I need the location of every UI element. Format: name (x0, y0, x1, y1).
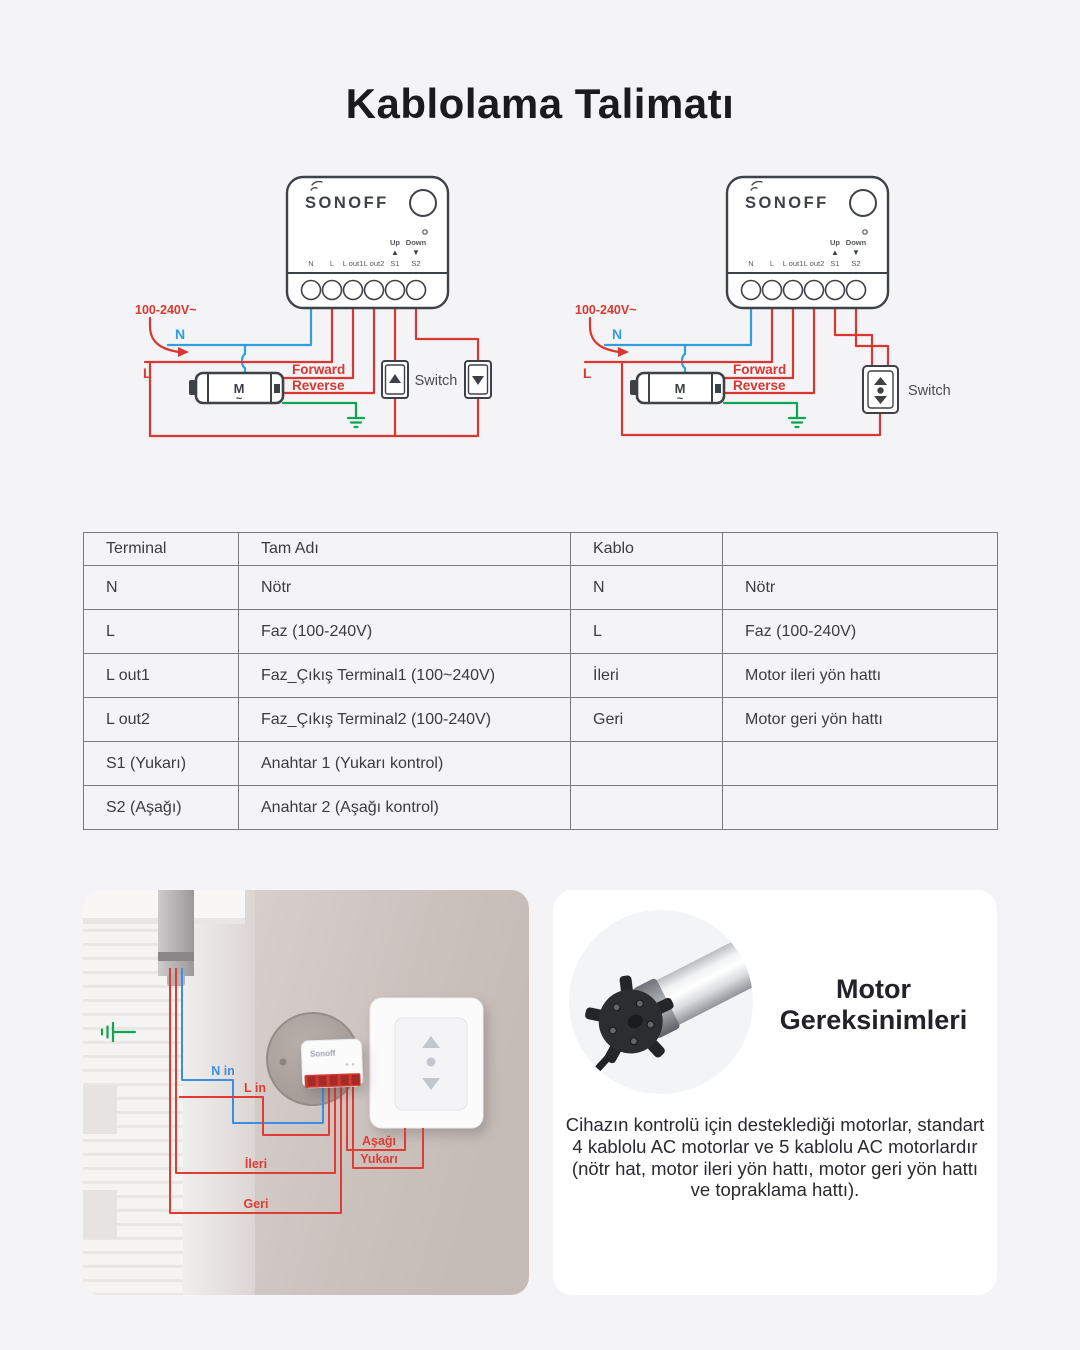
table-cell: Nötr (239, 566, 571, 610)
terminal-label: N (748, 259, 754, 268)
bracket-notch (158, 952, 194, 961)
switch-up (382, 361, 408, 398)
switch-label: Switch (414, 373, 458, 389)
table-row (84, 654, 998, 698)
down-label: Down (405, 238, 427, 247)
stop-dot-icon (427, 1058, 436, 1067)
column-header: Kablo (571, 533, 723, 566)
table-cell: Motor ileri yön hattı (723, 654, 998, 698)
terminal-hole (847, 281, 866, 300)
ground-icon (348, 418, 364, 427)
up-arrow-icon: ▲ (391, 248, 399, 257)
table-cell: Anahtar 1 (Yukarı kontrol) (239, 742, 571, 786)
table-cell: Geri (571, 698, 723, 742)
table-cell (571, 742, 723, 786)
wiring-diagram-dual-switch (115, 150, 555, 470)
table-header-row (84, 533, 998, 566)
switch-down (465, 361, 491, 398)
neutral-label: N (612, 326, 623, 342)
terminal-table (83, 532, 998, 830)
table-cell (571, 786, 723, 830)
s1-wire (835, 307, 872, 366)
n-in-label: N in (211, 1064, 235, 1078)
terminal-block (318, 1076, 326, 1086)
live-label: L (143, 366, 152, 381)
terminal-hole (826, 281, 845, 300)
blind-shade-block (83, 1190, 117, 1238)
motor-letter: M (674, 381, 686, 396)
ground-wire (724, 403, 797, 417)
terminal-hole (344, 281, 363, 300)
blind-bracket (158, 890, 194, 976)
terminal-label: L out1 (782, 259, 804, 268)
table-row (84, 786, 998, 830)
up-label: Up (830, 238, 840, 247)
table-cell: S2 (Aşağı) (84, 786, 239, 830)
motor-letter: M (233, 381, 245, 396)
forward-label: Forward (292, 362, 346, 377)
terminal-hole (784, 281, 803, 300)
terminal-block (329, 1075, 337, 1085)
table-row (84, 566, 998, 610)
table-cell: Faz (100-240V) (723, 610, 998, 654)
motor-symbol (189, 373, 283, 405)
terminal-hole (805, 281, 824, 300)
table-cell (723, 742, 998, 786)
arrowhead-icon (618, 347, 629, 357)
motor-terminal-nub (715, 384, 721, 393)
terminal-label: S1 (830, 259, 840, 268)
terminal-hole (763, 281, 782, 300)
neutral-label: N (175, 326, 186, 342)
table-row (84, 698, 998, 742)
switch-label: Switch (908, 383, 951, 399)
motor-symbol (630, 373, 724, 405)
motor-card-body: Cihazın kontrolü için desteklediği motorlar, standart 4 kablolu AC motorlar ve 5 kablolu AC motorlardır (nötr hat, motor ileri yön hattı, motor geri yön hattı ve topraklama hattı). (565, 1114, 985, 1201)
blind-shade-block (83, 1086, 117, 1134)
l-in-label: L in (244, 1081, 266, 1095)
table-cell: S1 (Yukarı) (84, 742, 239, 786)
table-cell: Faz (100-240V) (239, 610, 571, 654)
terminal-hole (365, 281, 384, 300)
table-cell: L (571, 610, 723, 654)
voltage-label: 100-240V~ (135, 303, 197, 317)
table-cell: N (571, 566, 723, 610)
page-title: Kablolama Talimatı (345, 80, 735, 127)
neutral-branch-wire (682, 345, 685, 373)
column-header: Terminal (84, 533, 239, 566)
table-cell: Anahtar 2 (Aşağı kontrol) (239, 786, 571, 830)
wiring-diagram-single-switch (555, 150, 995, 470)
asagi-label: Aşağı (361, 1134, 397, 1148)
s2-wire (416, 307, 478, 361)
motor-requirements-card (553, 890, 997, 1295)
terminal-hole (407, 281, 426, 300)
stop-dot-icon (877, 387, 883, 393)
motor-tilde: ~ (235, 393, 243, 405)
table-cell: Motor geri yön hattı (723, 698, 998, 742)
terminal-hole (323, 281, 342, 300)
sonoff-device (727, 177, 888, 308)
motor-title-line2: Gereksinimleri (779, 1005, 968, 1035)
ileri-label: İleri (244, 1157, 268, 1171)
geri-label: Geri (243, 1197, 269, 1211)
brand-logo: SONOFF (305, 194, 389, 212)
table-row (84, 610, 998, 654)
reverse-label: Reverse (733, 378, 786, 393)
motor-left-tab (630, 380, 637, 395)
brand-logo: SONOFF (745, 194, 829, 212)
down-label: Down (845, 238, 867, 247)
down-arrow-icon: ▼ (412, 248, 420, 257)
junction-screw (280, 1059, 287, 1066)
table-cell: Faz_Çıkış Terminal2 (100-240V) (239, 698, 571, 742)
ground-icon (789, 418, 805, 427)
motor-terminal-nub (274, 384, 280, 393)
yukari-label: Yukarı (360, 1152, 398, 1166)
column-header (723, 533, 998, 566)
down-arrow-icon: ▼ (852, 248, 860, 257)
terminal-block (340, 1075, 348, 1085)
live-label: L (583, 366, 592, 381)
motor-card-title (758, 974, 989, 1036)
table-cell: İleri (571, 654, 723, 698)
tubular-motor-image (567, 908, 755, 1096)
device-logo: Sonoff (309, 1048, 336, 1059)
terminal-label: N (308, 259, 314, 268)
table-cell: L (84, 610, 239, 654)
terminal-hole (386, 281, 405, 300)
device-button (850, 190, 876, 216)
terminal-label: L (329, 259, 335, 268)
reverse-label: Reverse (292, 378, 345, 393)
terminal-label: S1 (390, 259, 400, 268)
motor-tilde: ~ (676, 393, 684, 405)
table-row (84, 742, 998, 786)
table-cell: Nötr (723, 566, 998, 610)
forward-label: Forward (733, 362, 787, 377)
table-cell: N (84, 566, 239, 610)
terminal-block (307, 1076, 315, 1086)
terminal-label: L out1 (342, 259, 364, 268)
table-cell: L out2 (84, 698, 239, 742)
terminal-label: S2 (851, 259, 861, 268)
table-cell (723, 786, 998, 830)
sonoff-mini-device (301, 1039, 363, 1088)
sonoff-device (287, 177, 448, 308)
motor-title-line1: Motor (836, 974, 911, 1004)
terminal-label: L out2 (363, 259, 385, 268)
terminal-label: L (769, 259, 775, 268)
neutral-branch-wire (242, 345, 245, 373)
terminal-label: L out2 (803, 259, 825, 268)
up-label: Up (390, 238, 400, 247)
terminal-block (351, 1075, 359, 1085)
terminal-hole (302, 281, 321, 300)
installation-illustration (83, 890, 529, 1295)
table-cell: L out1 (84, 654, 239, 698)
voltage-label: 100-240V~ (575, 303, 637, 317)
wall-switch (370, 998, 483, 1128)
device-button (410, 190, 436, 216)
terminal-label: S2 (411, 259, 421, 268)
table-cell: Faz_Çıkış Terminal1 (100~240V) (239, 654, 571, 698)
installation-photo (83, 890, 529, 1295)
terminal-hole (742, 281, 761, 300)
arrowhead-icon (178, 347, 189, 357)
motor-left-tab (189, 380, 196, 395)
up-arrow-icon: ▲ (831, 248, 839, 257)
column-header: Tam Adı (239, 533, 571, 566)
switch-double (863, 366, 898, 413)
ground-wire (283, 403, 356, 417)
